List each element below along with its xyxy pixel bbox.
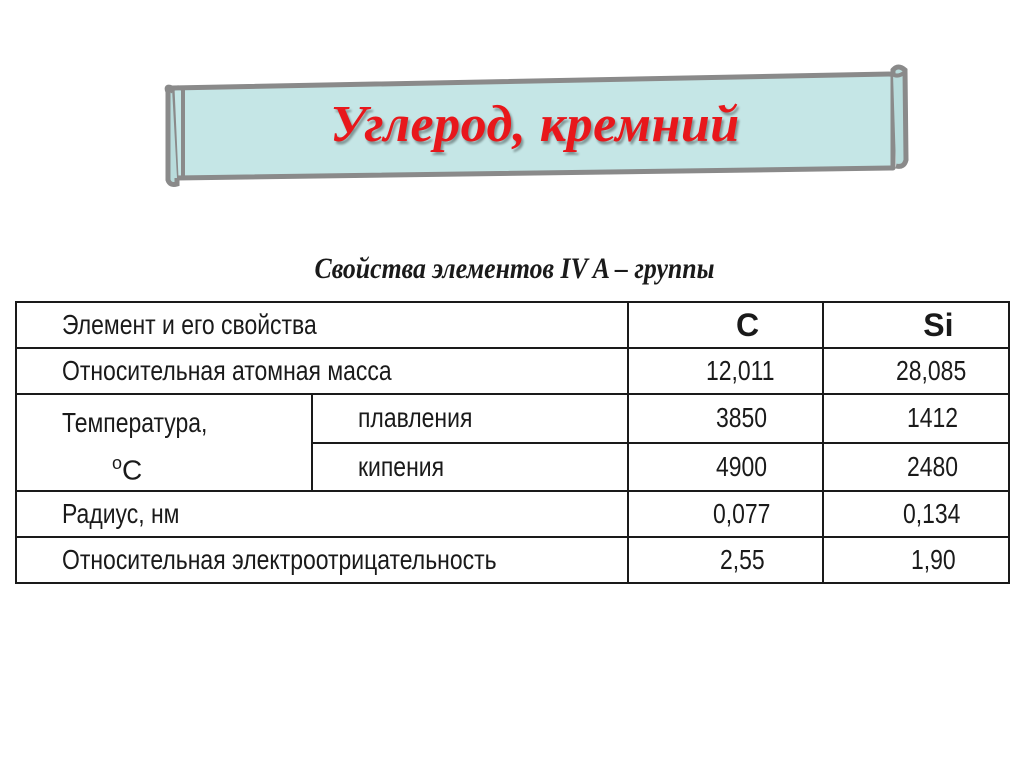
electronegativity-silicon-cell (823, 537, 1009, 583)
table-caption: Свойства элементов IV A – группы (314, 252, 715, 285)
radius-carbon: 0,077 (712, 498, 771, 530)
melting-label-cell (312, 394, 628, 443)
mass-label-cell (16, 348, 628, 394)
electronegativity-carbon: 2,55 (720, 544, 766, 576)
boiling-carbon: 4900 (716, 450, 768, 482)
slide-title: Углерод, кремний (330, 95, 740, 153)
unit-letter: C (122, 454, 143, 486)
header-silicon-cell (823, 302, 1009, 348)
degree-mark: o (112, 453, 123, 473)
header-carbon: C (736, 306, 760, 343)
table-row-radius (16, 491, 1009, 537)
electronegativity-label-cell (16, 537, 628, 583)
electronegativity-label: Относительная электроотрицательность (62, 544, 497, 576)
table-header-row (16, 302, 1009, 348)
boiling-carbon-cell (628, 443, 823, 492)
electronegativity-carbon-cell (628, 537, 823, 583)
boiling-label: кипения (357, 450, 444, 482)
mass-silicon-cell (823, 348, 1009, 394)
header-carbon-cell (628, 302, 823, 348)
radius-silicon-cell (823, 491, 1009, 537)
radius-label-cell (16, 491, 628, 537)
properties-table (15, 301, 1010, 584)
header-silicon: Si (923, 306, 954, 343)
table-row-electronegativity (16, 537, 1009, 583)
mass-carbon-cell (628, 348, 823, 394)
melting-label: плавления (357, 402, 473, 434)
radius-silicon: 0,134 (903, 498, 961, 530)
radius-carbon-cell (628, 491, 823, 537)
header-label: Элемент и его свойства (62, 309, 317, 340)
radius-label: Радиус, нм (62, 498, 180, 530)
melting-carbon: 3850 (716, 402, 768, 434)
mass-silicon: 28,085 (895, 355, 966, 386)
melting-carbon-cell (628, 394, 823, 443)
temperature-label-cell (16, 394, 312, 491)
boiling-silicon-cell (823, 443, 1009, 492)
boiling-silicon: 2480 (907, 450, 959, 482)
electronegativity-silicon: 1,90 (911, 544, 956, 576)
temperature-unit (62, 443, 311, 490)
mass-label: Относительная атомная масса (62, 355, 392, 386)
boiling-label-cell (312, 443, 628, 492)
temperature-label: Температура, (62, 407, 208, 438)
melting-silicon-cell (823, 394, 1009, 443)
melting-silicon: 1412 (907, 402, 959, 434)
table-row-melting (16, 394, 1009, 443)
mass-carbon: 12,011 (705, 355, 775, 386)
header-label-cell (16, 302, 628, 348)
table-row-mass (16, 348, 1009, 394)
